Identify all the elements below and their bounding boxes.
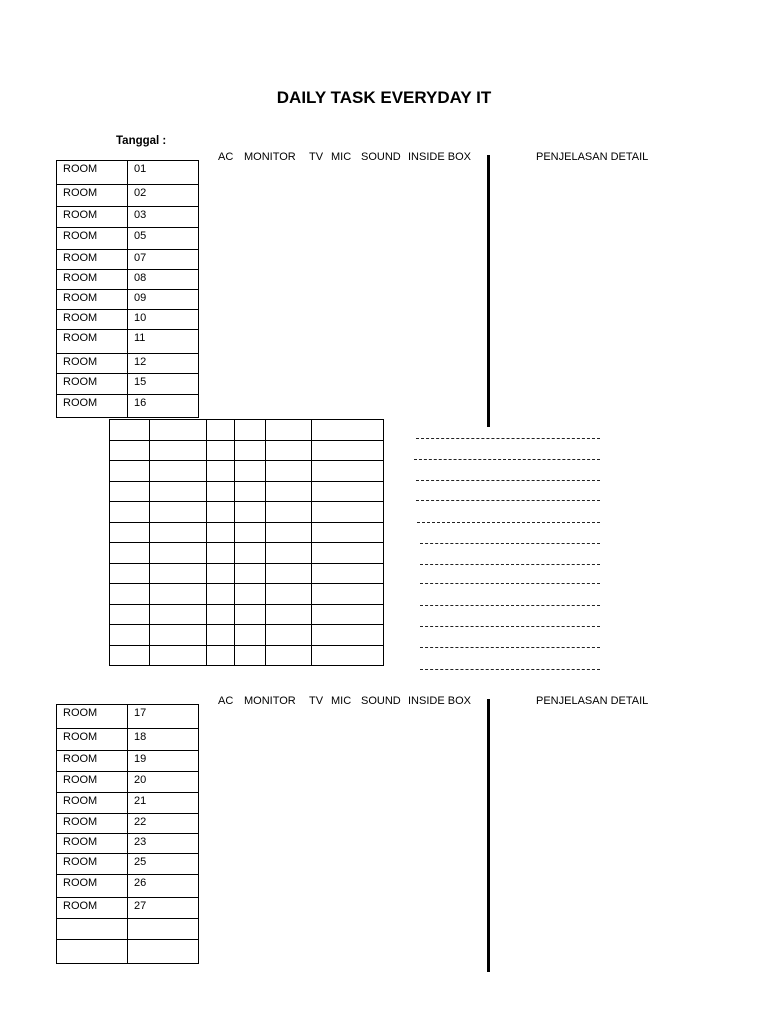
room-number: 27: [128, 898, 199, 919]
header-inside-box-2: INSIDE BOX: [408, 695, 471, 707]
grid-cell[interactable]: [266, 481, 312, 502]
grid-cell[interactable]: [266, 625, 312, 646]
grid-cell[interactable]: [312, 502, 384, 523]
grid-cell[interactable]: [235, 481, 266, 502]
grid-cell[interactable]: [235, 502, 266, 523]
header-ac-2: AC: [218, 695, 234, 707]
room-row: [57, 310, 199, 330]
grid-cell[interactable]: [150, 563, 207, 584]
room-number: 25: [128, 854, 199, 875]
grid-cell[interactable]: [312, 645, 384, 666]
grid-row: [110, 461, 384, 482]
room-label: ROOM: [57, 705, 128, 729]
grid-cell[interactable]: [207, 481, 235, 502]
header-detail: PENJELASAN DETAIL: [536, 151, 649, 163]
grid-cell[interactable]: [207, 420, 235, 441]
grid-row: [110, 502, 384, 523]
grid-row: [110, 420, 384, 441]
grid-cell[interactable]: [110, 563, 150, 584]
header-ac: AC: [218, 151, 234, 163]
room-number: 23: [128, 834, 199, 854]
grid-cell[interactable]: [235, 440, 266, 461]
room-row: [57, 814, 199, 834]
room-label: [57, 919, 128, 940]
room-label: ROOM: [57, 354, 128, 374]
detail-line[interactable]: [420, 583, 600, 584]
room-number: [128, 940, 199, 964]
room-row: [57, 898, 199, 919]
grid-cell[interactable]: [266, 584, 312, 605]
grid-cell[interactable]: [110, 604, 150, 625]
detail-line[interactable]: [420, 564, 600, 565]
grid-cell[interactable]: [150, 502, 207, 523]
detail-line[interactable]: [420, 626, 600, 627]
header-monitor: MONITOR: [244, 151, 296, 163]
grid-cell[interactable]: [150, 625, 207, 646]
room-number: 20: [128, 772, 199, 793]
grid-cell[interactable]: [312, 461, 384, 482]
room-number: 01: [128, 161, 199, 185]
room-row: [57, 207, 199, 228]
room-label: ROOM: [57, 751, 128, 772]
grid-cell[interactable]: [150, 584, 207, 605]
grid-cell[interactable]: [312, 522, 384, 543]
room-label: ROOM: [57, 875, 128, 898]
grid-cell[interactable]: [266, 543, 312, 564]
grid-cell[interactable]: [150, 543, 207, 564]
grid-cell[interactable]: [110, 502, 150, 523]
room-number: 11: [128, 330, 199, 354]
room-row: [57, 185, 199, 207]
room-label: ROOM: [57, 793, 128, 814]
room-label: ROOM: [57, 814, 128, 834]
room-row: [57, 161, 199, 185]
room-row: [57, 940, 199, 964]
room-row: [57, 270, 199, 290]
grid-row: [110, 645, 384, 666]
detail-line[interactable]: [416, 480, 600, 481]
header-detail-2: PENJELASAN DETAIL: [536, 695, 649, 707]
grid-row: [110, 440, 384, 461]
section-divider-2: [487, 699, 490, 972]
room-number: 09: [128, 290, 199, 310]
room-row: [57, 290, 199, 310]
grid-cell[interactable]: [312, 604, 384, 625]
grid-cell[interactable]: [110, 543, 150, 564]
room-row: [57, 772, 199, 793]
grid-cell[interactable]: [150, 481, 207, 502]
header-sound: SOUND: [361, 151, 401, 163]
grid-cell[interactable]: [266, 420, 312, 441]
grid-row: [110, 481, 384, 502]
room-number: 17: [128, 705, 199, 729]
grid-cell[interactable]: [235, 584, 266, 605]
grid-cell[interactable]: [207, 502, 235, 523]
grid-cell[interactable]: [266, 502, 312, 523]
room-row: [57, 705, 199, 729]
grid-cell[interactable]: [312, 584, 384, 605]
header-inside-box: INSIDE BOX: [408, 151, 471, 163]
grid-cell[interactable]: [207, 440, 235, 461]
grid-cell[interactable]: [110, 625, 150, 646]
grid-cell[interactable]: [266, 604, 312, 625]
grid-cell[interactable]: [266, 563, 312, 584]
room-label: ROOM: [57, 834, 128, 854]
room-label: ROOM: [57, 374, 128, 395]
room-label: ROOM: [57, 290, 128, 310]
grid-cell[interactable]: [235, 604, 266, 625]
room-number: 21: [128, 793, 199, 814]
detail-line[interactable]: [420, 647, 600, 648]
grid-cell[interactable]: [312, 481, 384, 502]
grid-cell[interactable]: [150, 461, 207, 482]
grid-row: [110, 625, 384, 646]
grid-row: [110, 604, 384, 625]
room-label: ROOM: [57, 250, 128, 270]
room-label: ROOM: [57, 729, 128, 751]
room-number: 07: [128, 250, 199, 270]
room-number: 19: [128, 751, 199, 772]
header-tv-2: TV: [309, 695, 324, 707]
detail-line[interactable]: [416, 438, 600, 439]
room-label: [57, 940, 128, 964]
room-row: [57, 330, 199, 354]
grid-cell[interactable]: [207, 461, 235, 482]
header-mic-2: MIC: [331, 695, 352, 707]
room-number: 10: [128, 310, 199, 330]
grid-cell[interactable]: [207, 584, 235, 605]
grid-cell[interactable]: [312, 563, 384, 584]
room-number: 15: [128, 374, 199, 395]
grid-cell[interactable]: [266, 645, 312, 666]
grid-cell[interactable]: [235, 563, 266, 584]
room-number: 08: [128, 270, 199, 290]
grid-cell[interactable]: [235, 645, 266, 666]
room-number: 18: [128, 729, 199, 751]
detail-line[interactable]: [420, 605, 600, 606]
detail-line[interactable]: [417, 522, 600, 523]
room-row: [57, 374, 199, 395]
grid-cell[interactable]: [150, 604, 207, 625]
grid-cell[interactable]: [110, 584, 150, 605]
room-row: [57, 751, 199, 772]
grid-row: [110, 563, 384, 584]
room-row: [57, 854, 199, 875]
grid-cell[interactable]: [266, 440, 312, 461]
room-row: [57, 875, 199, 898]
grid-cell[interactable]: [110, 420, 150, 441]
section-divider-1: [487, 155, 490, 427]
page-title: DAILY TASK EVERYDAY IT: [276, 88, 492, 107]
room-number: 02: [128, 185, 199, 207]
grid-cell[interactable]: [150, 522, 207, 543]
grid-cell[interactable]: [150, 420, 207, 441]
grid-cell[interactable]: [207, 645, 235, 666]
grid-cell[interactable]: [235, 461, 266, 482]
room-label: ROOM: [57, 310, 128, 330]
header-monitor-2: MONITOR: [244, 695, 296, 707]
room-row: [57, 228, 199, 250]
grid-cell[interactable]: [110, 645, 150, 666]
room-row: [57, 793, 199, 814]
grid-cell[interactable]: [150, 645, 207, 666]
room-number: 16: [128, 395, 199, 418]
detail-line[interactable]: [420, 669, 600, 670]
grid-row: [110, 522, 384, 543]
date-label: Tanggal :: [116, 135, 167, 147]
room-row: [57, 919, 199, 940]
grid-cell[interactable]: [312, 625, 384, 646]
header-tv: TV: [309, 151, 324, 163]
detail-line[interactable]: [414, 459, 600, 460]
room-label: ROOM: [57, 270, 128, 290]
room-label: ROOM: [57, 854, 128, 875]
grid-row: [110, 584, 384, 605]
grid-cell[interactable]: [235, 543, 266, 564]
grid-cell[interactable]: [266, 461, 312, 482]
header-mic: MIC: [331, 151, 352, 163]
room-number: 12: [128, 354, 199, 374]
room-label: ROOM: [57, 898, 128, 919]
room-label: ROOM: [57, 207, 128, 228]
room-label: ROOM: [57, 330, 128, 354]
detail-line[interactable]: [416, 500, 600, 501]
grid-cell[interactable]: [110, 481, 150, 502]
grid-cell[interactable]: [207, 625, 235, 646]
grid-cell[interactable]: [207, 522, 235, 543]
grid-cell[interactable]: [235, 625, 266, 646]
grid-cell[interactable]: [207, 563, 235, 584]
grid-cell[interactable]: [235, 522, 266, 543]
grid-cell[interactable]: [312, 440, 384, 461]
grid-cell[interactable]: [235, 420, 266, 441]
room-row: [57, 834, 199, 854]
grid-cell[interactable]: [207, 604, 235, 625]
room-label: ROOM: [57, 395, 128, 418]
room-label: ROOM: [57, 228, 128, 250]
grid-cell[interactable]: [312, 543, 384, 564]
room-label: ROOM: [57, 161, 128, 185]
room-row: [57, 729, 199, 751]
room-table-1: [56, 160, 199, 418]
grid-row: [110, 543, 384, 564]
grid-cell[interactable]: [110, 440, 150, 461]
detail-line[interactable]: [420, 543, 600, 544]
room-row: [57, 250, 199, 270]
room-number: 26: [128, 875, 199, 898]
grid-cell[interactable]: [150, 440, 207, 461]
room-row: [57, 395, 199, 418]
room-label: ROOM: [57, 772, 128, 793]
grid-cell[interactable]: [207, 543, 235, 564]
room-number: 22: [128, 814, 199, 834]
room-label: ROOM: [57, 185, 128, 207]
room-number: 05: [128, 228, 199, 250]
checklist-grid: [109, 419, 384, 666]
room-number: 03: [128, 207, 199, 228]
room-table-2: [56, 704, 199, 964]
grid-cell[interactable]: [266, 522, 312, 543]
room-number: [128, 919, 199, 940]
grid-cell[interactable]: [312, 420, 384, 441]
room-row: [57, 354, 199, 374]
grid-cell[interactable]: [110, 522, 150, 543]
header-sound-2: SOUND: [361, 695, 401, 707]
grid-cell[interactable]: [110, 461, 150, 482]
